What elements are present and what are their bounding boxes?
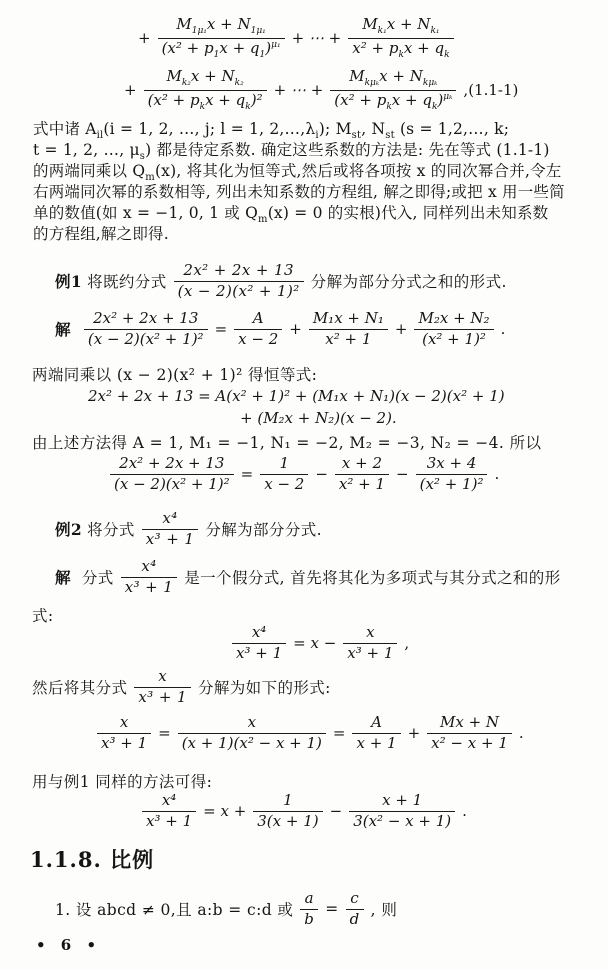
numerator: x	[158, 667, 168, 685]
numerator: 1	[283, 791, 293, 809]
numerator: x⁴	[162, 509, 178, 527]
fraction	[234, 310, 282, 348]
numerator: M₂x + N₂	[418, 309, 490, 327]
example-2-line	[55, 510, 322, 548]
denominator: x³ + 1	[232, 643, 286, 663]
example-1-result-equation	[108, 455, 499, 493]
fraction	[349, 792, 455, 830]
fraction	[232, 624, 286, 662]
formula-1-1-1-line1	[138, 16, 456, 60]
fraction	[84, 310, 208, 348]
denominator: x − 2	[234, 329, 282, 349]
decomposition-equation	[95, 714, 524, 752]
fraction	[414, 310, 493, 348]
fraction	[346, 890, 364, 928]
equation-number: ,(1.1-1)	[463, 81, 519, 100]
denominator: x³ + 1	[142, 811, 196, 831]
paragraph-line: 式中诸 $A_{il}(i = 1$, 2, …, j; l = 1, $2,\dots,\lambda_i$); $M_{st}$, $N_{st}$ (s = 1,2,…, k;	[33, 120, 510, 142]
ratio-item-line	[55, 890, 397, 928]
numerator: 2x² + 2x + 13	[119, 454, 225, 472]
numerator: x + 2	[341, 454, 383, 472]
fraction	[335, 455, 389, 493]
period: .	[500, 320, 506, 339]
equals-x-plus: = x +	[203, 802, 247, 821]
numerator: x	[247, 713, 257, 731]
denominator: $x^2 + p_kx + q_k$	[348, 38, 453, 61]
numerator: 3x + 4	[426, 454, 477, 472]
dots-operator: + ⋯ +	[273, 81, 324, 100]
decompose-pre-text: 然后将其分式	[32, 679, 128, 698]
equals-operator: =	[332, 724, 346, 743]
denominator: x² + 1	[309, 329, 388, 349]
multiply-identity-line: 两端同乘以 (x − 2)(x² + 1)² 得恒等式:	[32, 366, 318, 384]
denominator: b	[300, 909, 318, 929]
solution-2-continuation: 式:	[32, 607, 54, 625]
numerator: $M_{k_1}x + N_{k_1}$	[362, 15, 440, 36]
fraction	[174, 262, 304, 300]
ratio-post-text: , 则	[370, 901, 398, 920]
numerator: A	[371, 713, 382, 731]
plus-operator: +	[138, 29, 151, 48]
paragraph-line: 右两端同次幂的系数相等, 列出未知系数的方程组, 解之即得;或把 x 用一些简	[33, 183, 565, 201]
numerator: 1	[279, 454, 290, 472]
example-1-label: 例1	[55, 272, 83, 292]
denominator: (x² + 1)²	[414, 329, 493, 349]
equals-operator: =	[214, 320, 228, 339]
minus-operator: −	[315, 465, 328, 484]
denominator: $(x^2 + p_1x + q_1)^{\mu_1}$	[158, 38, 285, 61]
fraction	[300, 890, 318, 928]
coefficient-method-paragraph	[33, 119, 565, 245]
period: .	[518, 724, 524, 743]
solution-2-pre-text: 分式	[81, 569, 114, 588]
numerator: a	[304, 889, 314, 907]
fraction	[144, 68, 267, 112]
fraction	[178, 714, 326, 752]
method-note-line: 用与例1 同样的方法可得:	[32, 773, 213, 791]
denominator: x − 2	[260, 474, 308, 494]
numerator: c	[350, 889, 360, 907]
page-number: • 6 •	[36, 936, 102, 954]
paragraph-line: 的方程组,解之即得.	[33, 225, 169, 243]
coefficients-result-line: 由上述方法得 A = 1, M₁ = −1, N₁ = −2, M₂ = −3, N₂ = −4. 所以	[32, 434, 542, 452]
fraction	[142, 792, 196, 830]
example-1-post-text: 分解为部分分式之和的形式.	[310, 273, 507, 292]
example-2-pre-text: 将分式	[87, 521, 135, 540]
denominator: x + 1	[352, 733, 400, 753]
identity-equation-line2: + (M₂x + N₂)(x − 2).	[240, 409, 397, 427]
plus-operator: +	[394, 320, 408, 339]
paragraph-line: 单的数值(如 x = −1, 0, 1 或 $Q_m(x) = 0$ 的实根)代入, 同样列出未知系数	[33, 204, 549, 226]
fraction	[142, 510, 199, 548]
denominator: x³ + 1	[134, 687, 191, 707]
paragraph-line: t = 1, 2, …, $\mu_s$) 都是待定系数. 确定这些系数的方法是: 先在等式 (1.1-1)	[33, 141, 550, 163]
paragraph-line: 的两端同乘以 $Q_m(x)$, 将其化为恒等式,然后或将各项按 x 的同次幂合并,令左	[33, 162, 562, 184]
denominator: x² + 1	[335, 474, 389, 494]
decompose-post-text: 分解为如下的形式:	[197, 679, 331, 698]
equals-operator: =	[158, 724, 171, 743]
numerator: $M_{1\mu_1}x + N_{1\mu_1}$	[176, 15, 266, 36]
denominator: (x − 2)(x² + 1)²	[110, 474, 234, 494]
example-1-line	[55, 262, 507, 300]
denominator: (x + 1)(x² − x + 1)	[178, 733, 326, 753]
denominator: x³ + 1	[97, 733, 151, 753]
fraction	[260, 455, 308, 493]
period: .	[462, 802, 467, 821]
numerator: x + 1	[382, 791, 423, 809]
minus-operator: −	[329, 802, 343, 821]
identity-equation-line1: 2x² + 2x + 13 = A(x² + 1)² + (M₁x + N₁)(x − 2)(x² + 1)	[88, 387, 505, 405]
solution-2-post-text: 是一个假分式, 首先将其化为多项式与其分式之和的形	[184, 569, 561, 588]
fraction	[309, 310, 388, 348]
denominator: d	[346, 909, 364, 929]
numerator: $M_{k_2}x + N_{k_2}$	[166, 67, 244, 88]
solution-label: 解	[55, 320, 71, 340]
denominator: 3(x + 1)	[253, 811, 322, 831]
numerator: 2x² + 2x + 13	[183, 261, 294, 279]
fraction	[427, 714, 512, 752]
fraction	[330, 68, 456, 112]
numerator: x	[119, 713, 129, 731]
fraction	[253, 792, 322, 830]
fraction	[343, 624, 397, 662]
solution-1-line	[55, 310, 505, 348]
numerator: x⁴	[251, 623, 267, 641]
fraction	[134, 668, 191, 706]
fraction	[416, 455, 488, 493]
fraction	[97, 714, 151, 752]
numerator: M₁x + N₁	[312, 309, 384, 327]
denominator: x² − x + 1	[427, 733, 512, 753]
period: .	[494, 465, 500, 484]
fraction	[158, 16, 285, 60]
dots-operator: + ⋯ +	[291, 29, 342, 48]
plus-operator: +	[124, 81, 137, 100]
denominator: $(x^2 + p_kx + q_k)^2$	[144, 90, 267, 113]
example-2-label: 例2	[55, 520, 83, 540]
solution-label: 解	[55, 568, 71, 588]
numerator: x	[366, 623, 375, 641]
ratio-pre-text: 1. 设 abcd ≠ 0,且 a:b = c:d 或	[55, 901, 294, 920]
solution-2-line	[55, 558, 561, 596]
denominator: x³ + 1	[343, 643, 397, 663]
denominator: (x − 2)(x² + 1)²	[84, 329, 208, 349]
comma: ,	[404, 634, 410, 653]
numerator: x⁴	[161, 791, 177, 809]
fraction	[110, 455, 234, 493]
fraction	[352, 714, 400, 752]
example-1-pre-text: 将既约分式	[87, 273, 167, 292]
denominator: $(x^2 + p_kx + q_k)^{\mu_k}$	[330, 90, 456, 113]
denominator: 3(x² − x + 1)	[349, 811, 455, 831]
equals-operator: =	[240, 465, 254, 484]
improper-fraction-equation	[230, 624, 409, 662]
denominator: (x − 2)(x² + 1)²	[174, 281, 304, 301]
example-2-result-equation	[140, 792, 467, 830]
denominator: x³ + 1	[121, 577, 178, 597]
numerator: $M_{k\mu_k}x + N_{k\mu_k}$	[349, 67, 438, 88]
fraction	[348, 16, 453, 60]
example-2-post-text: 分解为部分分式.	[205, 521, 322, 540]
denominator: (x² + 1)²	[416, 474, 488, 494]
denominator: x³ + 1	[142, 529, 199, 549]
fraction	[121, 558, 178, 596]
formula-1-1-1-line2	[124, 68, 518, 112]
equals-x-minus: = x −	[293, 634, 337, 653]
section-heading: 1.1.8. 比例	[30, 847, 155, 872]
decompose-form-line	[32, 668, 331, 706]
numerator: x⁴	[141, 557, 157, 575]
plus-operator: +	[289, 320, 302, 339]
equals-operator: =	[325, 900, 339, 919]
numerator: 2x² + 2x + 13	[93, 309, 199, 327]
minus-operator: −	[396, 465, 409, 484]
plus-operator: +	[407, 724, 421, 743]
numerator: A	[252, 309, 264, 327]
numerator: Mx + N	[439, 713, 500, 731]
